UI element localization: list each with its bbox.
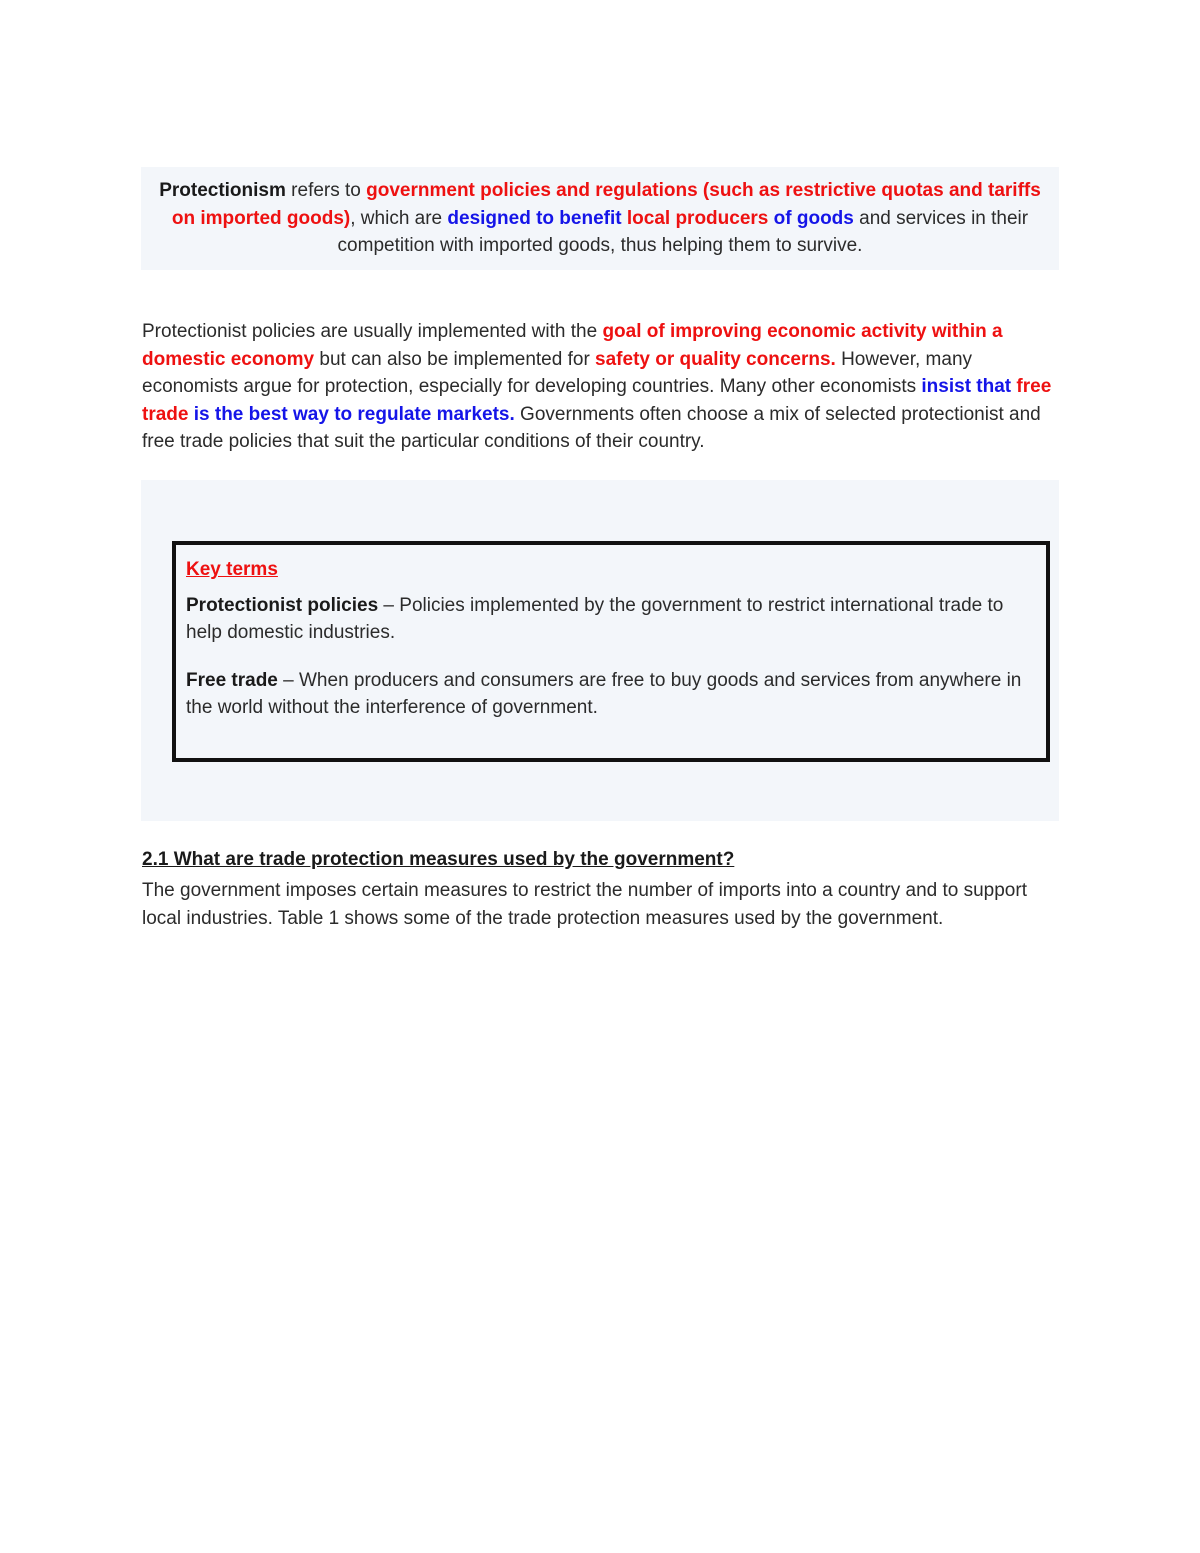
key-term-definition: – When producers and consumers are free to buy goods and services from anywhere in the world without the interference of government. [186,670,1022,718]
key-term-definition: – Policies implemented by the government to restrict international trade to help domestic industries. [186,595,1004,643]
definition-text: refers to [285,180,367,201]
definition-highlight-blue: designed to benefit [447,207,622,229]
key-term-entry [186,592,1036,646]
definition-term: Protectionism [159,180,286,201]
section-body: The government imposes certain measures to restrict the number of imports into a country and to support local industries. Table 1 shows some of the trade protection measures used by the government. [142,880,1027,929]
key-term-name: Free trade [186,670,278,691]
paragraph-text: Governments often choose a mix of selected protectionist and free trade policies that suit the particular conditions of their country. [142,403,1041,452]
key-terms-box [172,541,1050,762]
paragraph-highlight-blue: is the best way to regulate markets. [193,403,515,425]
paragraph-highlight-red: safety or quality concerns. [595,348,836,370]
key-term-name: Protectionist policies [186,595,379,616]
paragraph-text: but can also be implemented for [314,348,596,370]
section-heading: 2.1 What are trade protection measures used by the government? [142,849,735,870]
definition-highlight-red: government policies and regulations (such as restrictive quotas and tariffs on imported goods) [171,180,1041,229]
paragraph-text: However, many economists argue for protection, especially for developing countries. Many other economists [142,348,973,397]
paragraph-highlight-blue: insist that [921,376,1012,397]
definition-text: , which are [350,207,448,229]
key-terms-title: Key terms [186,559,278,580]
paragraph-text: Protectionist policies are usually implemented with the [142,321,603,342]
key-term-entry [186,667,1036,721]
protectionist-policies-paragraph [142,318,1060,456]
definition-text: and services in their competition with imported goods, thus helping them to survive. [337,207,1029,256]
definition-highlight-red: local producers [626,207,769,229]
protectionism-definition-box [141,167,1059,270]
paragraph-highlight-red: free trade [142,376,1052,425]
paragraph-highlight-red: goal of improving economic activity within a domestic economy [142,321,1003,370]
definition-highlight-blue: of goods [773,207,854,229]
